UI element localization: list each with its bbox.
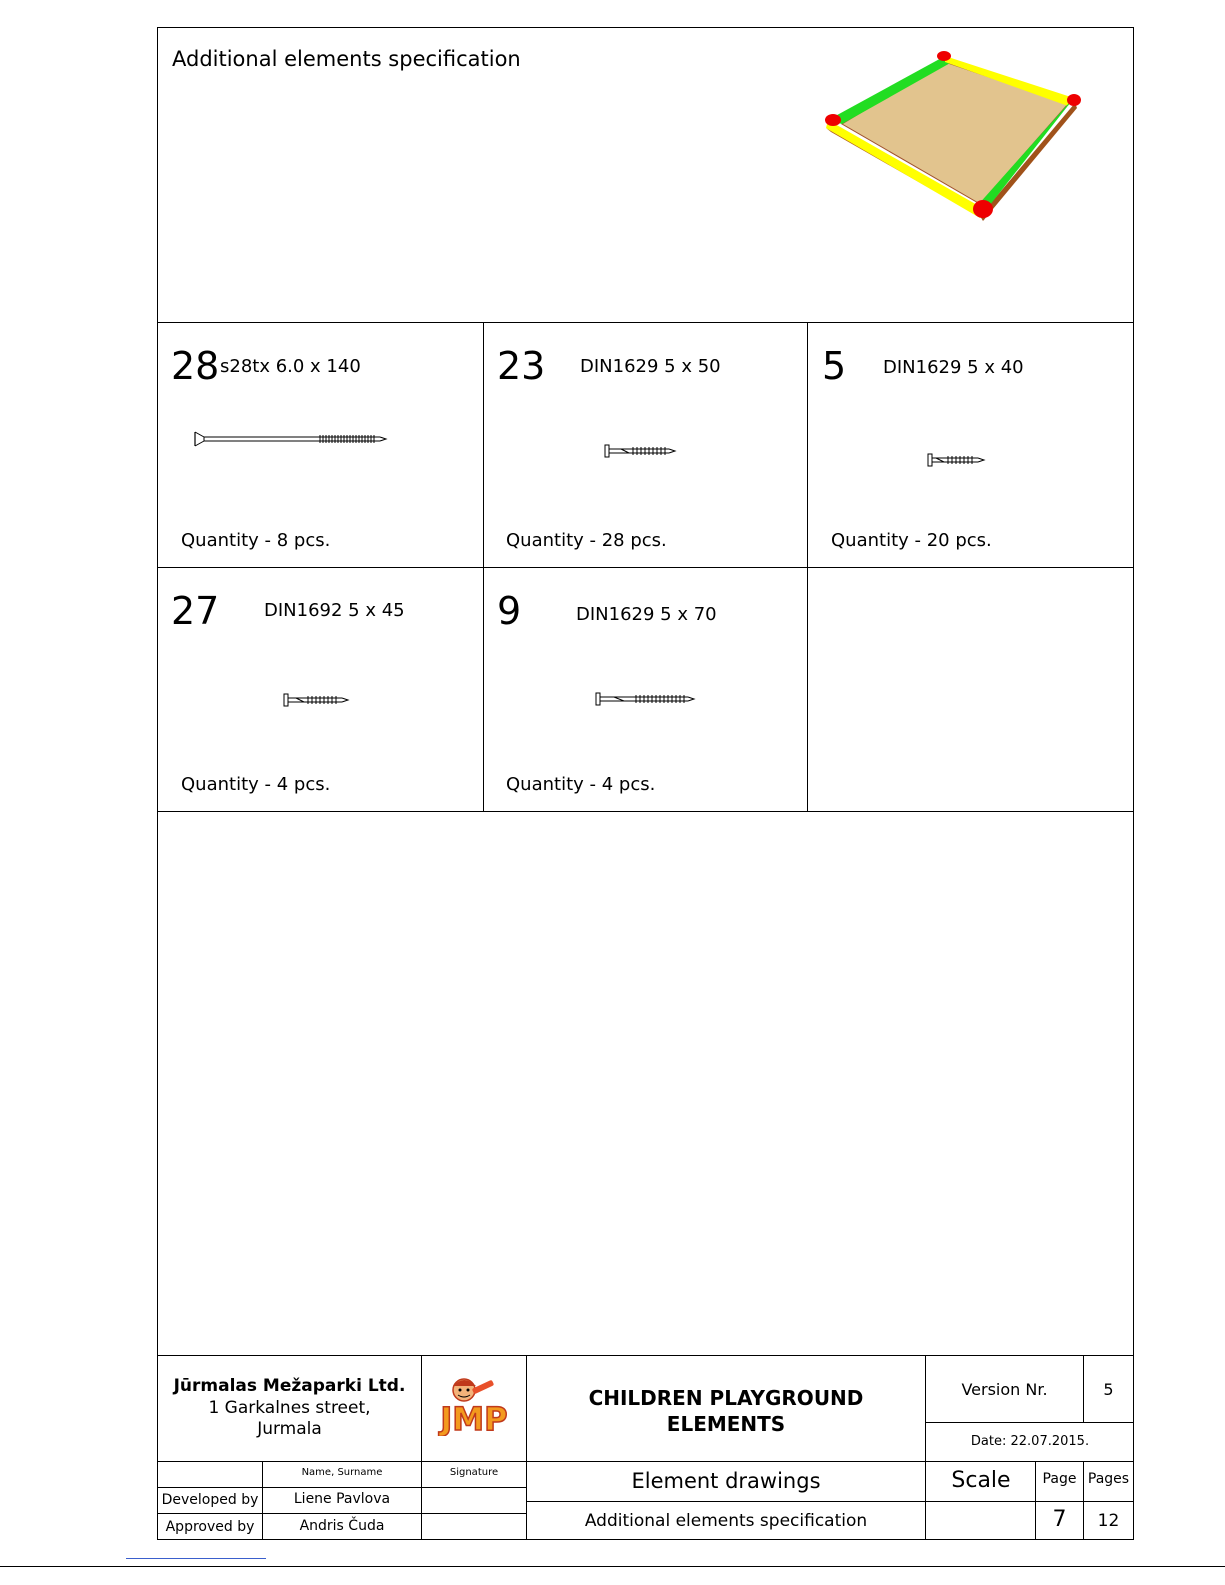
- drawing-type: Element drawings: [631, 1469, 821, 1493]
- drawing-name: Additional elements specification: [584, 1511, 868, 1531]
- element-number: 9: [497, 589, 522, 633]
- sandbox-corner-post: [937, 51, 951, 61]
- sandbox-illustration: [820, 48, 1090, 233]
- element-quantity: Quantity - 8 pcs.: [181, 530, 331, 551]
- grid-line: [483, 322, 484, 811]
- element-spec: DIN1629 5 x 40: [883, 357, 1024, 378]
- element-quantity: Quantity - 4 pcs.: [506, 774, 656, 795]
- page-number: 7: [1052, 1507, 1067, 1532]
- name-column-header: Name, Surname: [301, 1467, 383, 1478]
- page-title: Additional elements specification: [172, 47, 521, 71]
- grid-line: [157, 322, 1134, 323]
- company-name: Jūrmalas Mežaparki Ltd.: [173, 1376, 406, 1396]
- svg-text:JMP: JMP: [440, 1400, 508, 1436]
- grid-line: [157, 1355, 1134, 1356]
- element-number: 5: [822, 344, 847, 388]
- element-spec: DIN1692 5 x 45: [264, 600, 405, 621]
- element-quantity: Quantity - 4 pcs.: [181, 774, 331, 795]
- pages-label: Pages: [1087, 1471, 1130, 1487]
- grid-line: [157, 567, 1134, 568]
- sandbox-corner-post: [1067, 94, 1081, 106]
- company-address: 1 Garkalnes street,: [208, 1398, 371, 1418]
- developed-by-name: Liene Pavlova: [293, 1491, 391, 1507]
- element-spec: DIN1629 5 x 70: [576, 604, 717, 625]
- element-quantity: Quantity - 20 pcs.: [831, 530, 992, 551]
- approved-by-name: Andris Čuda: [299, 1518, 385, 1534]
- page-label: Page: [1042, 1471, 1077, 1487]
- project-title-line1: CHILDREN PLAYGROUND: [588, 1386, 864, 1410]
- grid-line: [157, 1513, 526, 1514]
- element-spec: DIN1629 5 x 50: [580, 356, 721, 377]
- element-number: 27: [171, 589, 220, 633]
- signature-column-header: Signature: [449, 1467, 499, 1478]
- element-number: 28: [171, 344, 220, 388]
- sandbox-corner-post: [825, 114, 841, 126]
- date-label: Date: 22.07.2015.: [970, 1434, 1090, 1449]
- element-quantity: Quantity - 28 pcs.: [506, 530, 667, 551]
- page-edge-line: [0, 1566, 1225, 1567]
- project-title-line2: ELEMENTS: [666, 1412, 786, 1436]
- long-screw-icon: [192, 430, 388, 448]
- screw-icon: [282, 692, 350, 708]
- version-label: Version Nr.: [961, 1380, 1048, 1399]
- grid-line: [157, 1487, 526, 1488]
- grid-line: [157, 811, 1134, 812]
- grid-line: [925, 1422, 1134, 1423]
- grid-line: [526, 1501, 1134, 1502]
- company-logo: [424, 1374, 524, 1436]
- short-screw-icon: [926, 452, 986, 468]
- grid-line: [157, 1461, 1134, 1462]
- total-pages: 12: [1097, 1511, 1120, 1531]
- screw-icon: [603, 443, 677, 459]
- approved-by-label: Approved by: [165, 1519, 255, 1535]
- developed-by-label: Developed by: [161, 1492, 259, 1508]
- link-underline: [126, 1558, 266, 1559]
- grid-line: [807, 322, 808, 811]
- sandbox-corner-post: [973, 200, 993, 218]
- element-number: 23: [497, 344, 546, 388]
- company-city: Jurmala: [257, 1419, 322, 1439]
- scale-label: Scale: [951, 1468, 1011, 1493]
- element-spec: s28tx 6.0 x 140: [220, 356, 361, 377]
- sandbox-sand: [842, 62, 1068, 204]
- screw-icon: [594, 691, 696, 707]
- version-value: 5: [1103, 1380, 1114, 1399]
